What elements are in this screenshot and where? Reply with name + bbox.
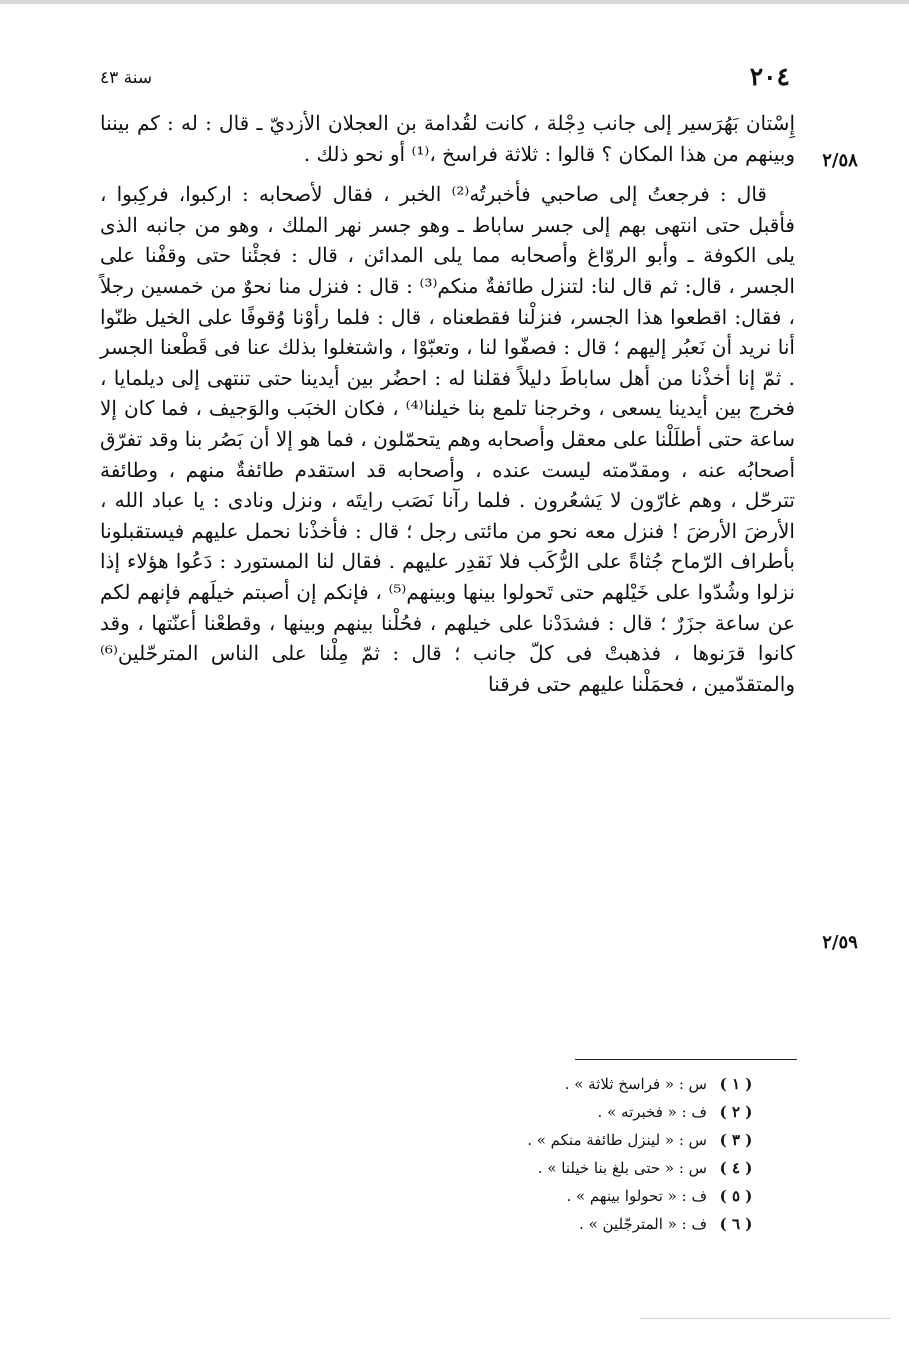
footnote-item xyxy=(430,1126,755,1154)
paragraph: قال : فرجعتُ إلى صاحبي فأخبرتُه⁽²⁾ الخبر ، فقال لأصحابه : اركبوا، فركِبوا ، فأقبل حتى انتهى بهم إلى جسر ساباط ـ وهو جسر نهر الملك ، وهو من جانبه الذى يلى الكوفة ـ وأبو الروّاغ وأصحابه مما يلى المدائن ، قال : فجئْنا حتى وقفْنا على الجسر ، قال: ثم قال لنا: لتنزل طائفةٌ منكم⁽³⁾ : قال : فنزل منا نحوٌ من خمسين رجلاً ، فقال: اقطعوا هذا الجسر، فنزلْنا فقطعناه ، قال : فلما رأوْنا وُقوفًا على الخيل ظنّوا أنا نريد أن نَعبُر إليهم ؛ قال : فصفّوا لنا ، وتعبّوْا ، واشتغلوا بذلك عنا فى قَطْعنا الجسر . ثمّ إنا أخذْنا من أهل ساباطَ دليلاً فقلنا له : احضُر بين أيدينا حتى تنتهى إلى ديلمايا ، فخرج بين أيدينا يسعى ، وخرجنا تلمع بنا خيلنا⁽⁴⁾ ، فكان الخبَب والوَجيف ، فما كان إلا ساعة حتى أطلَلْنا على معقل وأصحابه وهم يتحمّلون ، فما هو إلا أن بَصُر بنا وقد تفرّق أصحابُه عنه ، ومقدّمته ليست عنده ، وأصحابه قد استقدم طائفةٌ منهم ، وطائفة تترحّل ، وهم غارّون لا يَشعُرون . فلما رآنا نَصَب رايتَه ، ونزل ونادى : يا عباد الله ، الأرضَ الأرضَ ! فنزل معه نحو من مائتى رجل ؛ قال : فأخذْنا نحمل عليهم فيستقبلونا بأطراف الرّماح جُثاةً على الرُّكَب فلا نَقدِر عليهم . فقال لنا المستورد : دَعُوا هؤلاء إذا نزلوا وشُدّوا على خَيْلهم حتى تَحولوا بينها وبينهم⁽⁵⁾ ، فإنكم إن أصبتم خيلَهم فإنهم لكم عن ساعة جزَرٌ ؛ قال : فشدَدْنا على خيلهم ، فحُلْنا بينهم وبينها ، وقطعْنا أعنّتها ، وقد كانوا قرَنوها ، فذهبتْ فى كلّ جانب ؛ قال : ثمّ مِلْنا على الناس المترحّلين⁽⁶⁾ والمتقدّمين ، فحمَلْنا عليهم حتى فرقنا xyxy=(100,182,795,696)
footnote-number: ( ١ ) xyxy=(719,1075,753,1093)
top-edge-rule xyxy=(0,0,909,4)
footnote-text: ف : « المترجّلين » . xyxy=(579,1215,707,1233)
footnote-item xyxy=(430,1098,755,1126)
footnote-item xyxy=(430,1070,755,1098)
margin-reference: ٢/٥٨ xyxy=(822,150,858,171)
footnote-text: س : « لينزل طائفة منكم » . xyxy=(527,1131,707,1149)
main-text-block xyxy=(100,108,795,699)
footnote-separator xyxy=(575,1059,797,1060)
footnote-item xyxy=(430,1154,755,1182)
footnotes-list xyxy=(430,1070,755,1238)
page-number: ٢٠٤ xyxy=(749,62,790,91)
footnote-text: س : « حتى بلغ بنا خيلنا » . xyxy=(537,1159,707,1177)
footnote-text: س : « فراسخ ثلاثة » . xyxy=(564,1075,707,1093)
margin-reference: ٢/٥٩ xyxy=(822,932,858,953)
footnote-item xyxy=(430,1182,755,1210)
footnote-text: ف : « فخبرته » . xyxy=(597,1103,707,1121)
paragraph: إِسْتان بَهُرَسير إلى جانب دِجْلة ، كانت لقُدامة بن العجلان الأزديّ ـ قال : له : كم بيننا وبينهم من هذا المكان ؟ قالوا : ثلاثة فراسخ ،⁽¹⁾ أو نحو ذلك . xyxy=(100,111,795,166)
page-header xyxy=(100,62,790,98)
footnote-number: ( ٦ ) xyxy=(719,1215,753,1233)
footnote-number: ( ٥ ) xyxy=(719,1187,753,1205)
bottom-edge-rule xyxy=(640,1318,890,1319)
footnote-number: ( ٤ ) xyxy=(719,1159,753,1177)
footnote-number: ( ٣ ) xyxy=(719,1131,753,1149)
footnote-text: ف : « تحولوا بينهم » . xyxy=(566,1187,707,1205)
footnote-number: ( ٢ ) xyxy=(719,1103,753,1121)
running-year-label: سنة ٤٣ xyxy=(100,68,153,88)
footnote-item xyxy=(430,1210,755,1238)
